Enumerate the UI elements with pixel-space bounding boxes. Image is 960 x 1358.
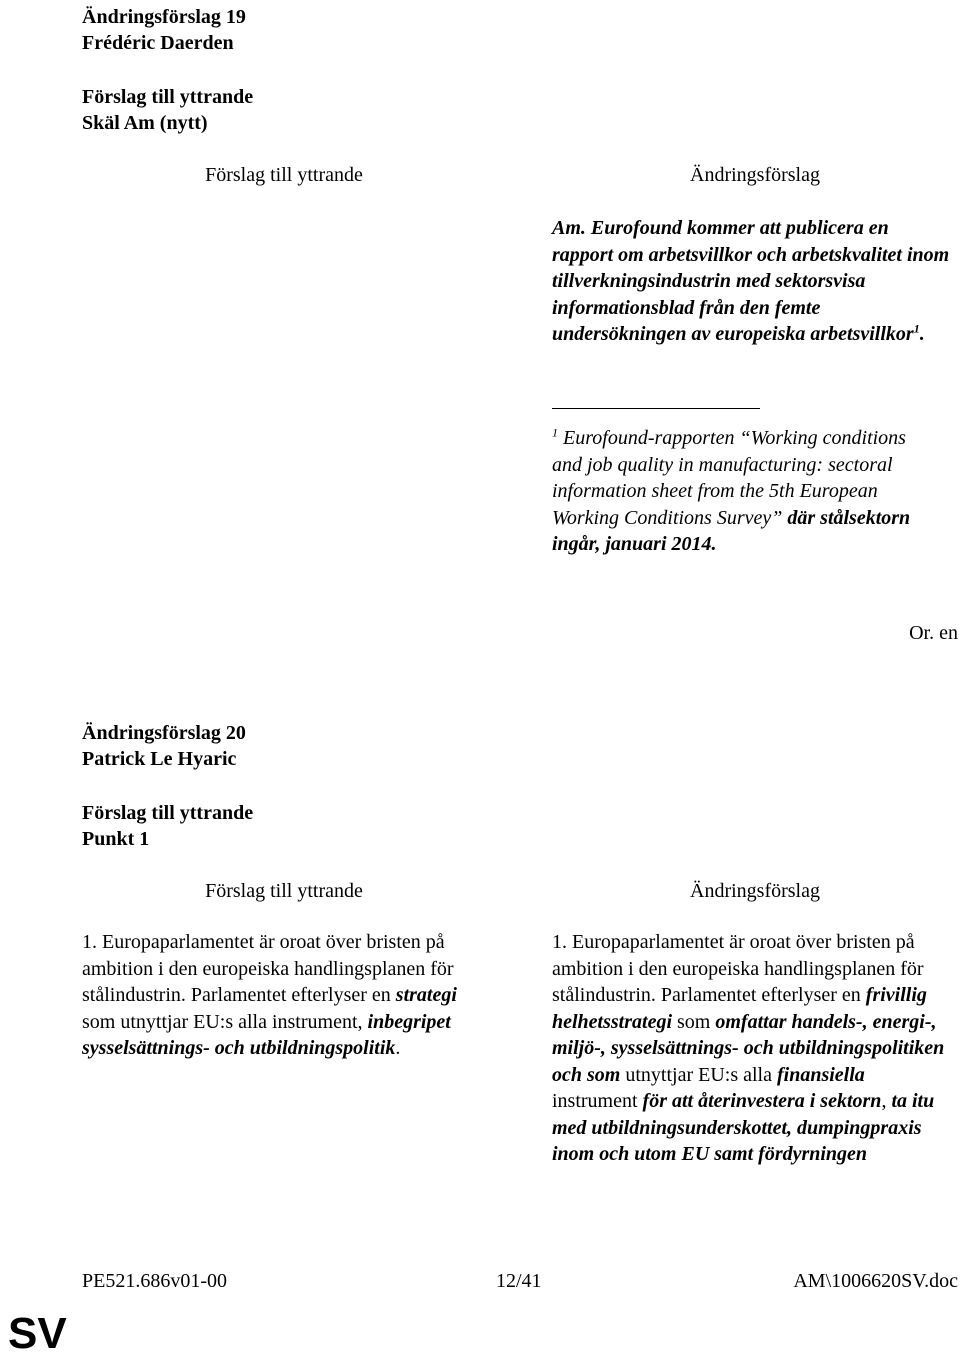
right-segment-1: 1. Europaparlamentet är oroat över bristen på ambition i den europeiska handlingsplanen för stålindustrin. Parlamentet efterlyser en	[552, 931, 924, 1006]
amendment-19-right-column-heading: Ändringsförslag	[690, 164, 820, 186]
footer-file-name: AM\1006620SV.doc	[793, 1270, 958, 1292]
amendment-20-title: Ändringsförslag 20	[82, 722, 246, 744]
left-segment-5: .	[395, 1037, 401, 1059]
amendment-19-reference: Skäl Am (nytt)	[82, 112, 208, 134]
original-language: Or. en	[909, 622, 958, 644]
footnote-number: 1	[552, 425, 558, 440]
left-segment-1: 1. Europaparlamentet är oroat över bristen på ambition i den europeiska handlingsplanen för stålindustrin. Parlamentet efterlyser en	[82, 931, 454, 1006]
left-segment-3: som utnyttjar EU:s alla instrument,	[82, 1010, 368, 1033]
footnote-ref: 1	[913, 321, 920, 336]
right-segment-10: ta itu med utbildningsunderskottet, dumpingpraxis inom och utom EU samt fördyrningen	[552, 1090, 935, 1165]
footer-document-reference: PE521.686v01-00	[82, 1270, 227, 1292]
amendment-20-left-column-heading: Förslag till yttrande	[205, 880, 363, 902]
right-segment-3: som	[672, 1010, 716, 1033]
amendment-19-left-column-heading: Förslag till yttrande	[205, 164, 363, 186]
amendment-19-author: Frédéric Daerden	[82, 32, 234, 54]
footer-page-number: 12/41	[496, 1270, 542, 1292]
amendment-19-text-end: .	[919, 323, 925, 345]
amendment-20-original-text	[82, 929, 482, 1062]
right-segment-6: finansiella	[776, 1063, 865, 1086]
footnote-separator	[552, 408, 760, 409]
amendment-19-title: Ändringsförslag 19	[82, 6, 246, 28]
right-segment-4: omfattar handels-, energi-, miljö-, sysselsättnings- och utbildningspolitiken och som	[552, 1010, 945, 1086]
right-segment-2: frivillig helhetsstrategi	[552, 984, 927, 1033]
amendment-19-text	[552, 215, 952, 348]
left-segment-4: inbegripet sysselsättnings- och utbildningspolitik	[82, 1010, 451, 1059]
right-segment-8: för att återinvestera i sektorn	[642, 1090, 882, 1112]
footnote	[552, 425, 932, 558]
amendment-20-amended-text	[552, 929, 952, 1168]
amendment-20-author: Patrick Le Hyaric	[82, 748, 237, 770]
amendment-20-right-column-heading: Ändringsförslag	[690, 880, 820, 902]
right-segment-5: utnyttjar EU:s alla	[620, 1063, 777, 1086]
right-segment-9: ,	[881, 1090, 892, 1112]
amendment-19-target: Förslag till yttrande	[82, 86, 254, 108]
right-segment-7: instrument	[552, 1090, 643, 1112]
footnote-text-part1: Eurofound-rapporten “Working conditions and job quality in manufacturing: sectoral information sheet from the 5th European Working Conditions Survey”	[552, 427, 906, 529]
amendment-20-reference: Punkt 1	[82, 828, 150, 850]
amendment-20-target: Förslag till yttrande	[82, 802, 254, 824]
left-segment-2: strategi	[395, 984, 457, 1006]
language-code: SV	[8, 1309, 67, 1358]
footnote-text-part2: där stålsektorn ingår, januari 2014.	[552, 506, 911, 555]
amendment-19-text-main: Am. Eurofound kommer att publicera en rapport om arbetsvillkor och arbetskvalitet inom tillverkningsindustrin med sektorsvisa informationsblad från den femte undersökningen av europeiska arbetsvillkor	[552, 217, 950, 345]
